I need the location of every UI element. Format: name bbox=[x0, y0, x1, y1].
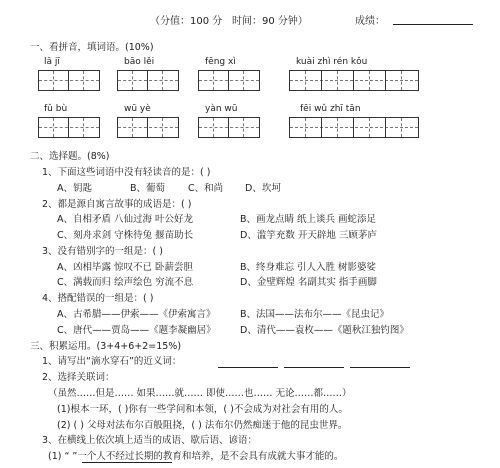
pinyin-3: fēng xì bbox=[205, 57, 236, 67]
pinyin-7: yàn wū bbox=[205, 104, 238, 114]
answer-box-8[interactable] bbox=[289, 117, 419, 138]
q2-2-opt-b[interactable]: B、画龙点睛 纸上谈兵 画蛇添足 bbox=[240, 214, 377, 225]
q2-1-opt-a[interactable]: A、钥匙 bbox=[57, 183, 92, 194]
q2-3: 3、没有错别字的一组是：( ) bbox=[42, 246, 163, 257]
q2-2: 2、都是源自寓言故事的成语是：( ) bbox=[42, 199, 192, 210]
q2-4-opt-b[interactable]: B、法国——法布尔——《昆虫记》 bbox=[240, 309, 390, 320]
sentence-3: (1) “ ”一个人不经过长期的教育和培养，是不会具有成就大事才能的。 bbox=[48, 451, 344, 462]
q2-4-opt-d[interactable]: D、清代——袁枚——《题秋江独钓图》 bbox=[240, 325, 409, 336]
blank-1[interactable] bbox=[218, 367, 278, 368]
score-info: （分值：100 分 bbox=[150, 16, 223, 27]
blank-2[interactable] bbox=[284, 367, 344, 368]
q2-1-opt-d[interactable]: D、坎坷 bbox=[245, 183, 281, 194]
q2-1-opt-b[interactable]: B、葡萄 bbox=[130, 183, 166, 194]
blank-3[interactable] bbox=[350, 367, 410, 368]
section-1-title: 一、看拼音，填词语。(10%) bbox=[30, 42, 154, 53]
blank-4[interactable] bbox=[82, 462, 172, 463]
answer-box-7[interactable] bbox=[198, 117, 260, 138]
sentence-2: (2) ( ) 父母对法布尔百般阻挠，( ) 法布尔仍然痴迷于他的昆虫世界。 bbox=[57, 420, 348, 431]
q2-4: 4、搭配错误的一组是：( ) bbox=[42, 293, 154, 304]
result-blank bbox=[393, 24, 473, 25]
q2-4-opt-c[interactable]: C、唐代——贾岛——《题李凝幽居》 bbox=[57, 325, 216, 336]
section-3-title: 三、积累运用。(3+4+6+2=15%) bbox=[30, 341, 182, 352]
pinyin-5: fǔ bù bbox=[44, 104, 68, 114]
q2-1: 1、下面这些词语中没有轻读音的是：( ) bbox=[42, 167, 211, 178]
q2-3-opt-a[interactable]: A、凶相毕露 惊叹不已 卧薪尝胆 bbox=[57, 262, 194, 273]
answer-box-3[interactable] bbox=[198, 70, 260, 91]
answer-box-6[interactable] bbox=[117, 117, 179, 138]
answer-box-4[interactable] bbox=[289, 70, 419, 91]
pinyin-6: wū yè bbox=[124, 104, 151, 114]
q3-2: 2、选择关联词： bbox=[42, 372, 115, 383]
pinyin-1: lā jī bbox=[44, 57, 60, 67]
q2-3-opt-c[interactable]: C、满载而归 绘声绘色 穷流不息 bbox=[57, 277, 194, 288]
q2-3-opt-b[interactable]: B、终身难忘 引人入胜 树影婆娑 bbox=[240, 262, 377, 273]
pinyin-8: fēi wǔ zhī tān bbox=[300, 104, 361, 114]
q2-3-opt-d[interactable]: D、金壁辉煌 名副其实 指手画脚 bbox=[240, 277, 377, 288]
answer-box-2[interactable] bbox=[117, 70, 179, 91]
result-label: 成绩： bbox=[355, 16, 385, 27]
q2-4-opt-a[interactable]: A、古希腊——伊索——《伊索寓言》 bbox=[57, 309, 216, 320]
q2-2-opt-d[interactable]: D、滥竽充数 开天辟地 三顾茅庐 bbox=[240, 230, 377, 241]
sentence-1: (1)根本一环，( )你有一些学问和本领，( )不会成为对社会有用的人。 bbox=[57, 404, 348, 415]
q2-1-opt-c[interactable]: C、和尚 bbox=[188, 183, 224, 194]
q3-3: 3、在横线上依次填上适当的成语、歇后语、谚语： bbox=[42, 435, 258, 446]
pinyin-4: kuài zhì rén kǒu bbox=[296, 57, 368, 67]
answer-box-1[interactable] bbox=[38, 70, 100, 91]
q2-2-opt-c[interactable]: C、刻舟求剑 守株待兔 揠苗助长 bbox=[57, 230, 194, 241]
q2-2-opt-a[interactable]: A、自相矛盾 八仙过海 叶公好龙 bbox=[57, 214, 194, 225]
conjunction-list: （虽然……但是…… 如果……就…… 即使……也…… 无论……都……） bbox=[48, 388, 352, 399]
pinyin-2: bāo lěi bbox=[124, 57, 155, 67]
time-info: 时间：90 分钟） bbox=[232, 16, 308, 27]
section-2-title: 二、选择题。(8%) bbox=[30, 151, 110, 162]
answer-box-5[interactable] bbox=[38, 117, 100, 138]
q3-1: 1、请写出“滴水穿石”的近义词： bbox=[42, 356, 182, 367]
